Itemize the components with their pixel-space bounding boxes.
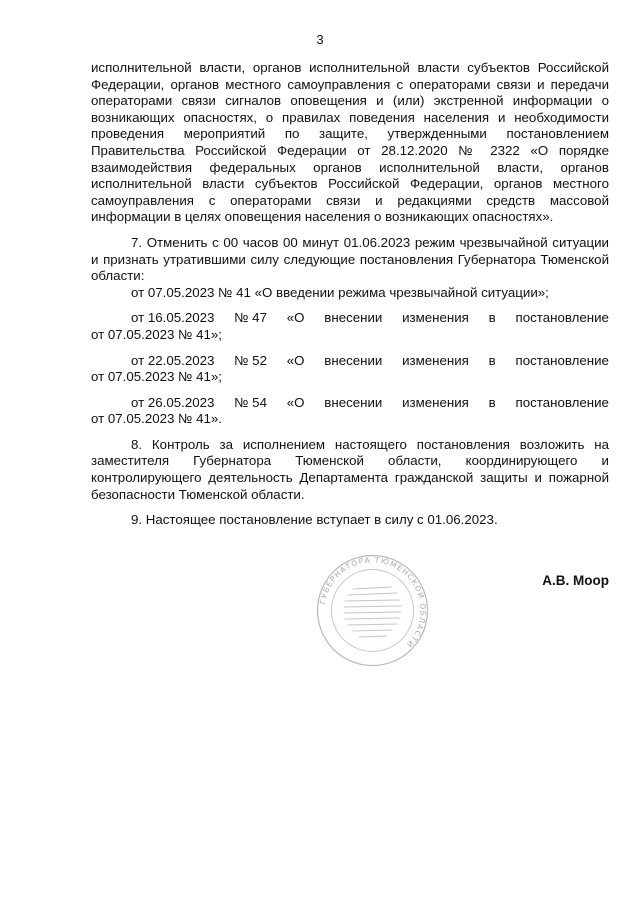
document-body [91, 60, 609, 529]
paragraph-6-continuation: исполнительной власти, органов исполнительной власти субъектов Российской Федерации, органов местного самоуправления с операторами связи и передачи операторами связи сигналов оповещения и (или) экстренной информации о возникающих опасностях, о правилах поведения населения и необходимости проведения мероприятий по защите, утвержденными постановлением Правительства Российской Федерации от 28.12.2020 № 2322 «О порядке взаимодействия федеральных органов исполнительной власти, органов исполнительной власти субъектов Российской Федерации, органов местного самоуправления с операторами связи и редакциями средств массовой информации в целях оповещения населения о возникающих опасностях». [91, 60, 609, 225]
page-number: 3 [316, 32, 324, 47]
repealed-resolution-54: от 26.05.2023 № 54 «О внесении изменения в постановление от 07.05.2023 № 41». [91, 394, 609, 427]
paragraph-9: 9. Настоящее постановление вступает в силу с 01.06.2023. [131, 512, 498, 528]
paragraph-7: 7. Отменить с 00 часов 00 минут 01.06.2023 режим чрезвычайной ситуации и признать утратившими силу следующие постановления Губернатора Тюменской области: [91, 234, 609, 284]
repealed-resolution-52: от 22.05.2023 № 52 «О внесении изменения в постановление от 07.05.2023 № 41»; [91, 352, 609, 385]
official-seal-stamp [315, 553, 430, 668]
repealed-resolution-47: от 16.05.2023 № 47 «О внесении изменения в постановление от 07.05.2023 № 41»; [91, 310, 609, 342]
repealed-resolution-41: от 07.05.2023 № 41 «О введении режима чрезвычайной ситуации»; [131, 284, 549, 300]
paragraph-8: 8. Контроль за исполнением настоящего постановления возложить на заместителя Губернатора Тюменской области, координирующего и контролирующего деятельность Департамента гражданской защиты и пожарной безопасности Тюменской области. [91, 436, 609, 502]
seal-text: ГУБЕРНАТОРА ТЮМЕНСКОЙ ОБЛАСТИ [317, 555, 428, 650]
signatory-name: А.В. Моор [542, 573, 609, 588]
